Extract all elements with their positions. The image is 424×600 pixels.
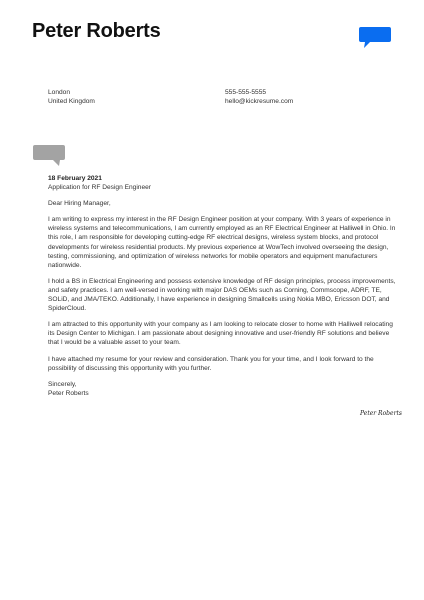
contact-location bbox=[48, 88, 95, 106]
speech-bubble-icon bbox=[32, 144, 66, 168]
letter-subject: Application for RF Design Engineer bbox=[48, 184, 151, 192]
letter-closing-name: Peter Roberts bbox=[48, 389, 89, 397]
letter-paragraph: I am writing to express my interest in the RF Design Engineer position at your company. With 3 years of experience in wireless systems and telecommunications, I am currently employed as an RF Electrical Engineer at Halliwell in Ohio. In this role, I am responsible for developing cutting-edge RF electrical designs, wireless system blocks, and protocol developments for wireless residential products. My previous experience at WowTech involved overseeing the design, testing, commissioning, and optimization of wireless networks for mobile operators and equipment manufacturers nationwide. bbox=[48, 216, 396, 269]
contact-email: hello@kickresume.com bbox=[225, 98, 294, 105]
contact-phone: 555-555-5555 bbox=[225, 89, 267, 96]
contact-details bbox=[225, 88, 293, 106]
letter-salutation: Dear Hiring Manager, bbox=[48, 200, 111, 208]
handwritten-signature: Peter Roberts bbox=[360, 410, 402, 417]
letter-paragraph: I am attracted to this opportunity with your company as I am looking to relocate closer to home with Halliwell relocating its Design Center to Michigan. I am passionate about designing innovative and user-friendly RF solutions and believe that I would be a valuable asset to your team. bbox=[48, 321, 393, 347]
letter-date: 18 February 2021 bbox=[48, 175, 102, 182]
letter-closing: Sincerely, bbox=[48, 380, 77, 388]
speech-bubble-icon bbox=[358, 26, 392, 50]
applicant-name: Peter Roberts bbox=[32, 20, 161, 42]
letter-paragraph: I hold a BS in Electrical Engineering and possess extensive knowledge of RF design principles, process improvements, and safety practices. I am well-versed in working with major DAS OEMs such as Corning, Commscope, ADRF, TE, SOLiD, and JMA/TEKO. Additionally, I have experience in designing Smallcells using Nokia MBO, Ericsson DOT, and SpiderCloud. bbox=[48, 277, 396, 313]
contact-city: London bbox=[48, 89, 71, 96]
letter-paragraph: I have attached my resume for your review and consideration. Thank you for your time, and I look forward to the possibility of discussing this opportunity with you further. bbox=[48, 355, 374, 372]
letter-body bbox=[48, 174, 398, 398]
contact-country: United Kingdom bbox=[48, 98, 95, 105]
